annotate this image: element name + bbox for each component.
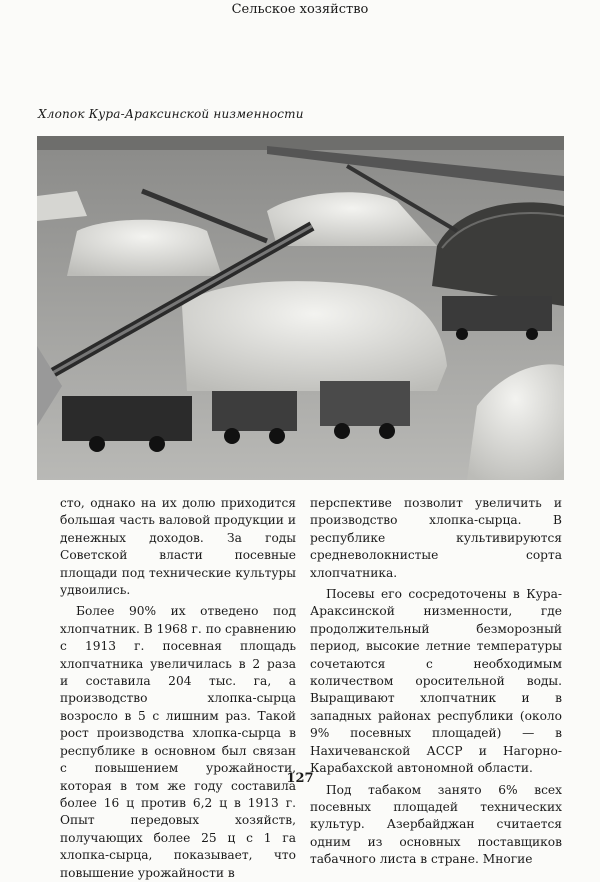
figure-caption: Хлопок Кура-Араксинской низменности bbox=[38, 107, 304, 121]
running-header: Сельское хозяйство bbox=[231, 2, 369, 17]
cotton-field-photo bbox=[37, 136, 564, 480]
page-number: 127 bbox=[286, 771, 314, 786]
paragraph: сто, однако на их долю приходится большая часть валовой продукции и денежных доходов. За годы Советской власти посевные площади под технические культуры удвоились. bbox=[60, 496, 296, 598]
left-column bbox=[60, 495, 296, 882]
paragraph: перспективе позволит увеличить и производство хлопка-сырца. В республике культивируются средневолокнистые сорта хлопчатника. bbox=[310, 496, 562, 580]
paragraph: Под табаком занято 6% всех посевных площадей технических культур. Азербайджан считается одним из основных поставщиков табачного листа в стране. Многие bbox=[310, 782, 562, 867]
paragraph: Посевы его сосредоточены в Кура-Араксинской низменности, где продолжительный безморозный период, высокие летние температуры сочетаются с необходимым количеством оросительной воды. Выращивают хлопчатник и в западных районах республики (около 9% посевных площадей) — в Нахичеванской АССР и Нагорно-Карабахской автономной области. bbox=[310, 587, 562, 776]
paragraph: Более 90% их отведено под хлопчатник. В 1968 г. по сравнению с 1913 г. посевная площадь хлопчатника увеличилась в 2 раза и составила 204 тыс. га, а производство хлопка-сырца возросло в 5 с лишним раз. Такой рост производства хлопка-сырца в республике в основном был связан с повышением урожайности, которая в том же году составила более 16 ц против 6,2 ц в 1913 г. Опыт передовых хозяйств, получающих более 25 ц с 1 га хлопка-сырца, показывает, что повышение урожайности в bbox=[60, 604, 296, 880]
right-column bbox=[310, 495, 562, 869]
